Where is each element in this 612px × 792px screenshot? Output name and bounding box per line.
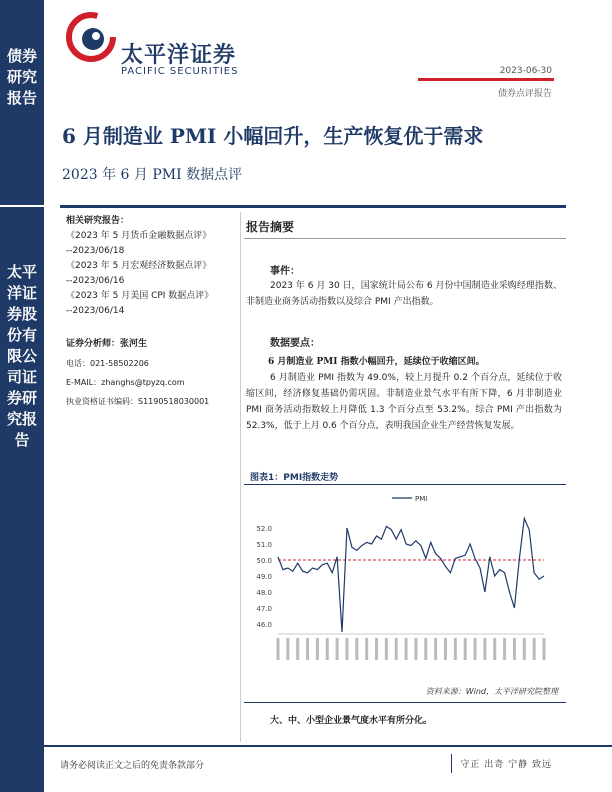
report-date: 2023-06-30	[499, 66, 552, 76]
chart-source: 资料来源：Wind，太平洋研究院整理	[425, 687, 558, 696]
x-tick-label	[474, 638, 477, 660]
x-tick-label	[326, 638, 329, 660]
sidebar-separator	[0, 205, 44, 207]
related-report-date: --2023/06/14	[66, 306, 125, 316]
related-report-name[interactable]: 《2023 年 5 月美国 CPI 数据点评》	[66, 291, 214, 301]
x-tick-label	[493, 638, 496, 660]
x-tick-label	[444, 638, 447, 660]
y-tick-label: 46.0	[256, 621, 272, 629]
y-tick-label: 47.0	[256, 605, 272, 613]
related-report-name[interactable]: 《2023 年 5 月货币金融数据点评》	[66, 231, 212, 241]
chart-title-divider	[244, 484, 566, 485]
pmi-series-line	[278, 518, 544, 632]
column-divider	[240, 212, 241, 742]
source-divider	[244, 702, 566, 703]
x-tick-label	[533, 638, 536, 660]
summary-divider	[244, 238, 566, 239]
pmi-line-chart	[244, 486, 566, 682]
event-text: 2023 年 6 月 30 日，国家统计局公布 6 月份中国制造业采购经理指数、非制造业商务活动指数以及综合 PMI 产出指数。	[246, 281, 562, 307]
x-tick-label	[296, 638, 299, 660]
x-tick-label	[286, 638, 289, 660]
footer-disclaimer: 请务必阅读正文之后的免责条款部分	[60, 761, 205, 771]
event-heading: 事件：	[270, 266, 300, 277]
x-tick-label	[395, 638, 398, 660]
header-accent-bar	[418, 78, 554, 81]
related-report-date: --2023/06/18	[66, 246, 125, 256]
report-type: 债券点评报告	[497, 89, 552, 99]
y-tick-label: 50.0	[256, 557, 272, 565]
section-heading-enterprise: 大、中、小型企业景气度水平有所分化。	[270, 716, 433, 726]
x-tick-label	[434, 638, 437, 660]
page-title: 6 月制造业 PMI 小幅回升，生产恢复优于需求	[62, 124, 484, 148]
y-tick-label: 51.0	[256, 541, 272, 549]
summary-heading: 报告摘要	[246, 220, 295, 234]
x-tick-label	[543, 638, 546, 660]
y-tick-label: 52.0	[256, 525, 272, 533]
pacific-logo-icon	[66, 12, 116, 62]
x-tick-label	[414, 638, 417, 660]
analyst-heading: 证券分析师：张河生	[66, 339, 148, 349]
x-tick-label	[316, 638, 319, 660]
page-subtitle: 2023 年 6 月 PMI 数据点评	[62, 167, 243, 183]
title-divider	[60, 205, 566, 208]
x-tick-label	[503, 638, 506, 660]
analyst-license: 执业资格证书编码：S1190518030001	[66, 397, 210, 406]
x-tick-label	[483, 638, 486, 660]
sidebar-company-label: 太平洋证券股份有限公司证券研究报告	[6, 263, 37, 449]
chart-title: 图表1：PMI指数走势	[250, 473, 339, 483]
legend-label: PMI	[415, 495, 428, 503]
footer-divider	[0, 745, 612, 747]
y-tick-label: 49.0	[256, 573, 272, 581]
x-tick-label	[385, 638, 388, 660]
x-tick-label	[336, 638, 339, 660]
y-tick-label: 48.0	[256, 589, 272, 597]
x-tick-label	[405, 638, 408, 660]
related-report-date: --2023/06/16	[66, 276, 125, 286]
brand-name-cn: 太平洋证券	[121, 43, 237, 68]
sidebar-report-category: 债券研究报告	[6, 47, 37, 107]
x-tick-label	[355, 638, 358, 660]
analyst-phone: 电话：021-58502206	[66, 359, 149, 368]
x-tick-label	[345, 638, 348, 660]
data-points-heading: 数据要点：	[270, 338, 320, 349]
x-tick-label	[375, 638, 378, 660]
x-tick-label	[424, 638, 427, 660]
x-tick-label	[523, 638, 526, 660]
analyst-email[interactable]: E-MAIL：zhanghs@tpyzq.com	[66, 378, 185, 387]
related-reports-heading: 相关研究报告：	[66, 216, 130, 226]
brand-name-en: PACIFIC SECURITIES	[121, 66, 239, 77]
x-tick-label	[365, 638, 368, 660]
left-info-column	[66, 214, 236, 409]
x-tick-label	[464, 638, 467, 660]
x-tick-label	[277, 638, 280, 660]
point1-text: 6 月制造业 PMI 指数为 49.0%，较上月提升 0.2 个百分点，延续位于收缩区间，经济修复基础仍需巩固。非制造业景气水平有所下降，6 月非制造业 PMI 商务活动指数较上月降低 1.3 个百分点至 53.2%。综合 PMI 产出指数为 52.3%，低于上月 0.6 个百分点，表明我国企业生产经营恢复发展。	[246, 373, 562, 431]
point1-heading: 6 月制造业 PMI 指数小幅回升，延续位于收缩区间。	[268, 357, 485, 367]
x-tick-label	[306, 638, 309, 660]
x-tick-label	[454, 638, 457, 660]
x-tick-label	[513, 638, 516, 660]
related-report-name[interactable]: 《2023 年 5 月宏观经济数据点评》	[66, 261, 212, 271]
footer-motto: 守正 出奇 宁静 致远	[451, 754, 552, 773]
